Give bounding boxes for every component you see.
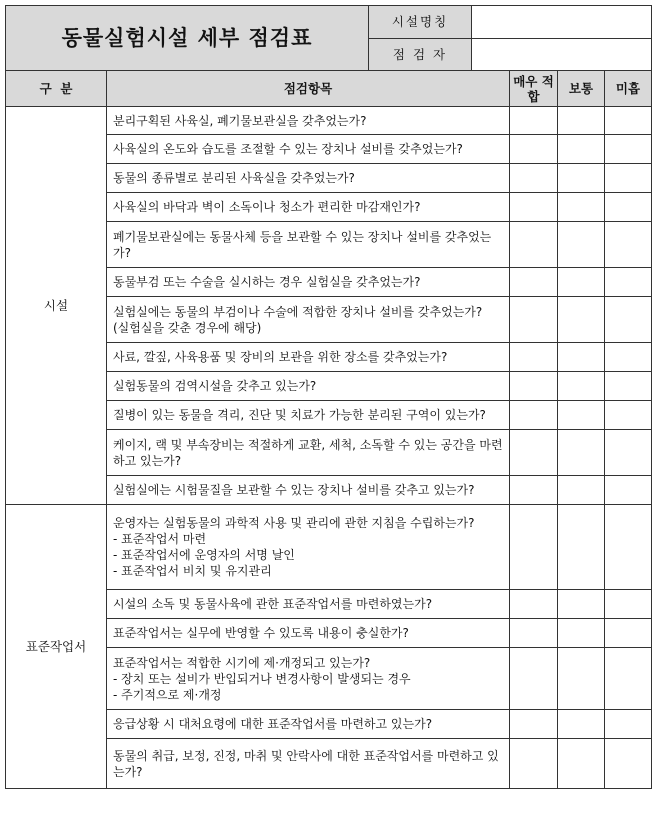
poor-check-cell[interactable] — [605, 164, 652, 193]
very-good-check-cell[interactable] — [510, 107, 558, 135]
very-good-check-cell[interactable] — [510, 268, 558, 297]
check-item — [107, 343, 510, 372]
normal-check-cell[interactable] — [558, 372, 605, 401]
check-item-text: 케이지, 랙 및 부속장비는 적절하게 교환, 세척, 소독할 수 있는 공간을 마련하고 있는가? — [113, 437, 503, 468]
poor-check-cell[interactable] — [605, 268, 652, 297]
normal-check-cell[interactable] — [558, 430, 605, 476]
very-good-check-cell[interactable] — [510, 739, 558, 789]
poor-check-cell[interactable] — [605, 590, 652, 619]
check-item-text: 실험실에는 동물의 부검이나 수술에 적합한 장치나 설비를 갖추었는가? — [113, 304, 483, 319]
normal-check-cell[interactable] — [558, 193, 605, 222]
check-item — [107, 648, 510, 710]
check-item-text: 운영자는 실험동물의 과학적 사용 및 관리에 관한 지침을 수립하는가? — [113, 516, 475, 530]
check-item-text: 실험실에는 시험물질을 보관할 수 있는 장치나 설비를 갖추고 있는가? — [113, 483, 475, 497]
inspector-label: 점 검 자 — [369, 39, 472, 71]
very-good-check-cell[interactable] — [510, 505, 558, 590]
normal-check-cell[interactable] — [558, 505, 605, 590]
check-item-subtext: - 표준작업서 비치 및 유지관리 — [113, 564, 272, 578]
normal-check-cell[interactable] — [558, 297, 605, 343]
poor-check-cell[interactable] — [605, 648, 652, 710]
poor-check-cell[interactable] — [605, 619, 652, 648]
very-good-check-cell[interactable] — [510, 297, 558, 343]
normal-check-cell[interactable] — [558, 619, 605, 648]
check-item-text: 사육실의 바닥과 벽이 소독이나 청소가 편리한 마감재인가? — [113, 200, 421, 214]
normal-header: 보통 — [558, 71, 605, 107]
check-item-text: 분리구획된 사육실, 폐기물보관실을 갖추었는가? — [113, 113, 367, 128]
very-good-check-cell[interactable] — [510, 343, 558, 372]
normal-check-cell[interactable] — [558, 164, 605, 193]
check-item — [107, 710, 510, 739]
check-item — [107, 505, 510, 590]
normal-check-cell[interactable] — [558, 739, 605, 789]
very-good-check-cell[interactable] — [510, 619, 558, 648]
table-row — [6, 505, 652, 590]
check-item — [107, 107, 510, 135]
normal-check-cell[interactable] — [558, 135, 605, 164]
facility-name-field[interactable] — [472, 6, 652, 39]
check-item-text: 동물의 취급, 보정, 진정, 마취 및 안락사에 대한 표준작업서를 마련하고 있는가? — [113, 748, 499, 779]
poor-check-cell[interactable] — [605, 739, 652, 789]
normal-check-cell[interactable] — [558, 710, 605, 739]
check-item — [107, 193, 510, 222]
normal-check-cell[interactable] — [558, 590, 605, 619]
check-item — [107, 135, 510, 164]
very-good-check-cell[interactable] — [510, 710, 558, 739]
very-good-check-cell[interactable] — [510, 648, 558, 710]
check-item — [107, 401, 510, 430]
item-header: 점검항목 — [107, 71, 510, 107]
check-item-text: 폐기물보관실에는 동물사체 등을 보관할 수 있는 장치나 설비를 갖추었는가? — [113, 229, 492, 260]
poor-check-cell[interactable] — [605, 372, 652, 401]
poor-header: 미흡 — [605, 71, 652, 107]
very-good-header: 매우 적합 — [510, 71, 558, 107]
check-item — [107, 590, 510, 619]
check-item-text: 시설의 소독 및 동물사육에 관한 표준작업서를 마련하였는가? — [113, 597, 433, 611]
check-item — [107, 164, 510, 193]
normal-check-cell[interactable] — [558, 343, 605, 372]
very-good-check-cell[interactable] — [510, 430, 558, 476]
check-item-text: 응급상황 시 대처요령에 대한 표준작업서를 마련하고 있는가? — [113, 717, 433, 731]
very-good-check-cell[interactable] — [510, 372, 558, 401]
check-item — [107, 222, 510, 268]
very-good-check-cell[interactable] — [510, 222, 558, 268]
check-item-text: 동물부검 또는 수술을 실시하는 경우 실험실을 갖추었는가? — [113, 275, 421, 289]
category-cell: 표준작업서 — [6, 505, 107, 789]
table-row — [6, 107, 652, 135]
page-title: 동물실험시설 세부 점검표 — [6, 6, 369, 71]
poor-check-cell[interactable] — [605, 107, 652, 135]
poor-check-cell[interactable] — [605, 430, 652, 476]
inspection-sheet — [5, 5, 651, 789]
normal-check-cell[interactable] — [558, 268, 605, 297]
normal-check-cell[interactable] — [558, 222, 605, 268]
check-item-subtext: (실험실을 갖춘 경우에 해당) — [113, 320, 262, 335]
very-good-check-cell[interactable] — [510, 193, 558, 222]
normal-check-cell[interactable] — [558, 401, 605, 430]
check-item-subtext: - 장치 또는 설비가 반입되거나 변경사항이 발생되는 경우 — [113, 671, 411, 686]
very-good-check-cell[interactable] — [510, 135, 558, 164]
normal-check-cell[interactable] — [558, 107, 605, 135]
check-item — [107, 297, 510, 343]
poor-check-cell[interactable] — [605, 710, 652, 739]
check-item-text: 표준작업서는 실무에 반영할 수 있도록 내용이 충실한가? — [113, 626, 409, 640]
poor-check-cell[interactable] — [605, 505, 652, 590]
check-item — [107, 739, 510, 789]
normal-check-cell[interactable] — [558, 476, 605, 505]
category-header: 구 분 — [6, 71, 107, 107]
normal-check-cell[interactable] — [558, 648, 605, 710]
check-item-text: 사육실의 온도와 습도를 조절할 수 있는 장치나 설비를 갖추었는가? — [113, 142, 463, 156]
very-good-check-cell[interactable] — [510, 401, 558, 430]
check-item — [107, 268, 510, 297]
checklist-table — [5, 5, 652, 789]
check-item-text: 질병이 있는 동물을 격리, 진단 및 치료가 가능한 분리된 구역이 있는가? — [113, 408, 486, 422]
check-item-subtext: - 표준작업서 마련 — [113, 532, 207, 546]
check-item-text: 실험동물의 검역시설을 갖추고 있는가? — [113, 379, 317, 393]
inspector-field[interactable] — [472, 39, 652, 71]
poor-check-cell[interactable] — [605, 135, 652, 164]
check-item-text: 동물의 종류별로 분리된 사육실을 갖추었는가? — [113, 171, 355, 185]
poor-check-cell[interactable] — [605, 476, 652, 505]
very-good-check-cell[interactable] — [510, 164, 558, 193]
check-item — [107, 476, 510, 505]
check-item — [107, 619, 510, 648]
check-item — [107, 372, 510, 401]
check-item-text: 표준작업서는 적합한 시기에 제·개정되고 있는가? — [113, 655, 371, 670]
poor-check-cell[interactable] — [605, 222, 652, 268]
poor-check-cell[interactable] — [605, 193, 652, 222]
facility-name-label: 시설명칭 — [369, 6, 472, 39]
poor-check-cell[interactable] — [605, 297, 652, 343]
poor-check-cell[interactable] — [605, 401, 652, 430]
check-item-subtext: - 주기적으로 제·개정 — [113, 687, 222, 702]
poor-check-cell[interactable] — [605, 343, 652, 372]
category-cell: 시설 — [6, 107, 107, 505]
very-good-check-cell[interactable] — [510, 476, 558, 505]
check-item-text: 사료, 깔짚, 사육용품 및 장비의 보관을 위한 장소를 갖추었는가? — [113, 350, 448, 364]
check-item — [107, 430, 510, 476]
check-item-subtext: - 표준작업서에 운영자의 서명 날인 — [113, 548, 295, 562]
very-good-check-cell[interactable] — [510, 590, 558, 619]
